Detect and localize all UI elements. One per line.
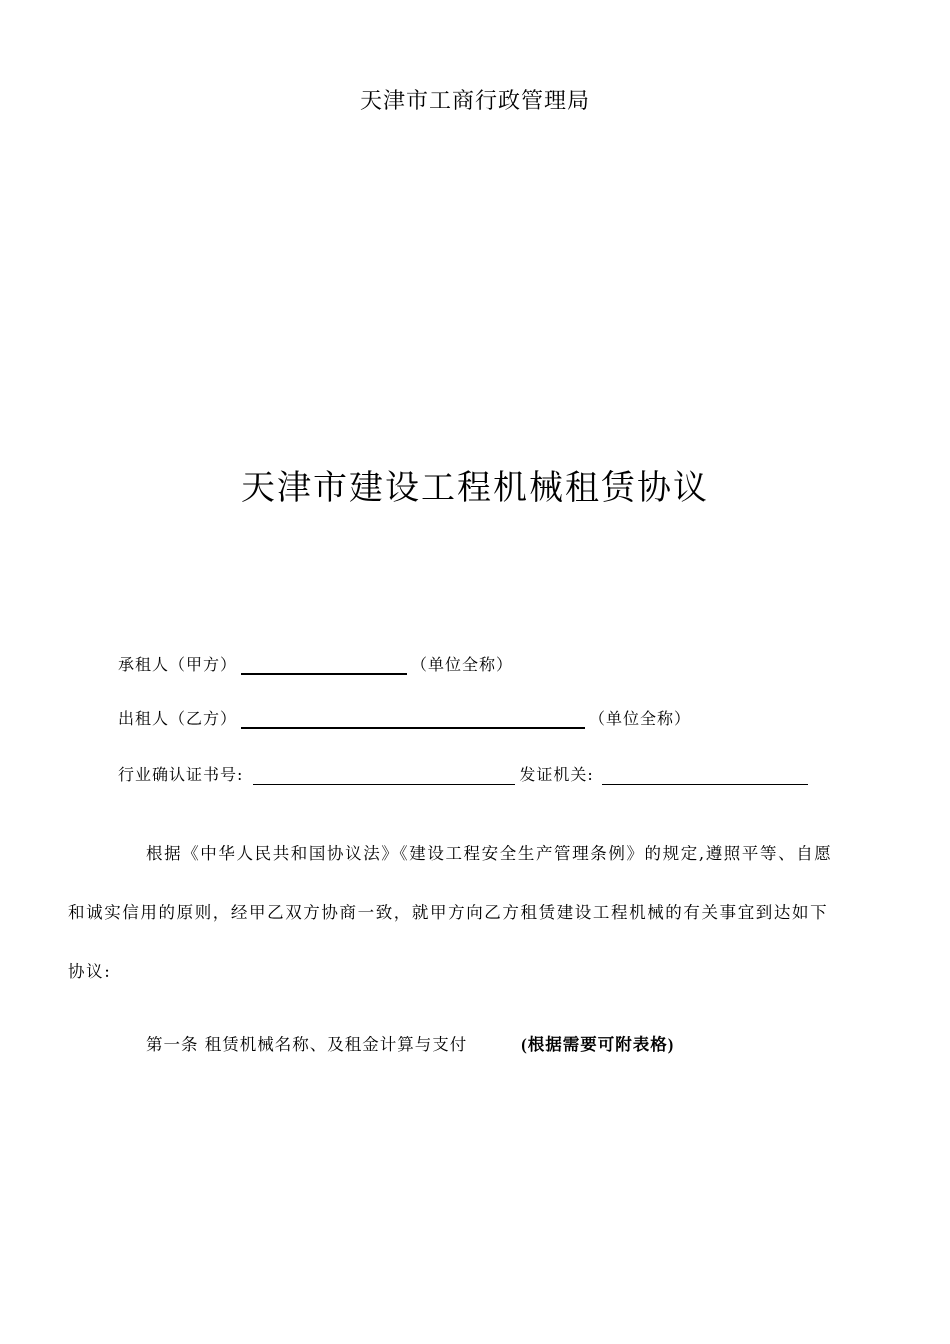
- lessee-suffix: （单位全称）: [411, 655, 514, 674]
- issuer-field[interactable]: [602, 766, 808, 785]
- certificate-row: [118, 762, 812, 785]
- preamble-line-2: 和诚实信用的原则，经甲乙双方协商一致，就甲方向乙方租赁建设工程机械的有关事宜到达如下: [68, 903, 829, 922]
- lessee-row: [118, 652, 513, 675]
- article-1-heading: [146, 1031, 674, 1055]
- lessor-row: [118, 706, 691, 729]
- lessor-label: 出租人（乙方）: [118, 709, 238, 728]
- certificate-label: 行业确认证书号:: [118, 765, 244, 784]
- issuing-authority: 天津市工商行政管理局: [359, 89, 590, 114]
- document-title: 天津市建设工程机械租赁协议: [241, 468, 709, 508]
- issuer-label: 发证机关:: [519, 765, 594, 784]
- preamble-line-3: 协议:: [68, 962, 112, 981]
- certificate-number-field[interactable]: [253, 766, 515, 785]
- lessor-suffix: （单位全称）: [589, 709, 692, 728]
- lessee-name-field[interactable]: [241, 655, 407, 675]
- article-1-note: (根据需要可附表格): [521, 1035, 675, 1054]
- preamble-line-1: 根据《中华人民共和国协议法》《建设工程安全生产管理条例》的规定,遵照平等、自愿: [146, 844, 833, 863]
- article-1-title: 第一条 租赁机械名称、及租金计算与支付: [146, 1035, 468, 1054]
- lessee-label: 承租人（甲方）: [118, 655, 238, 674]
- lessor-name-field[interactable]: [241, 709, 585, 729]
